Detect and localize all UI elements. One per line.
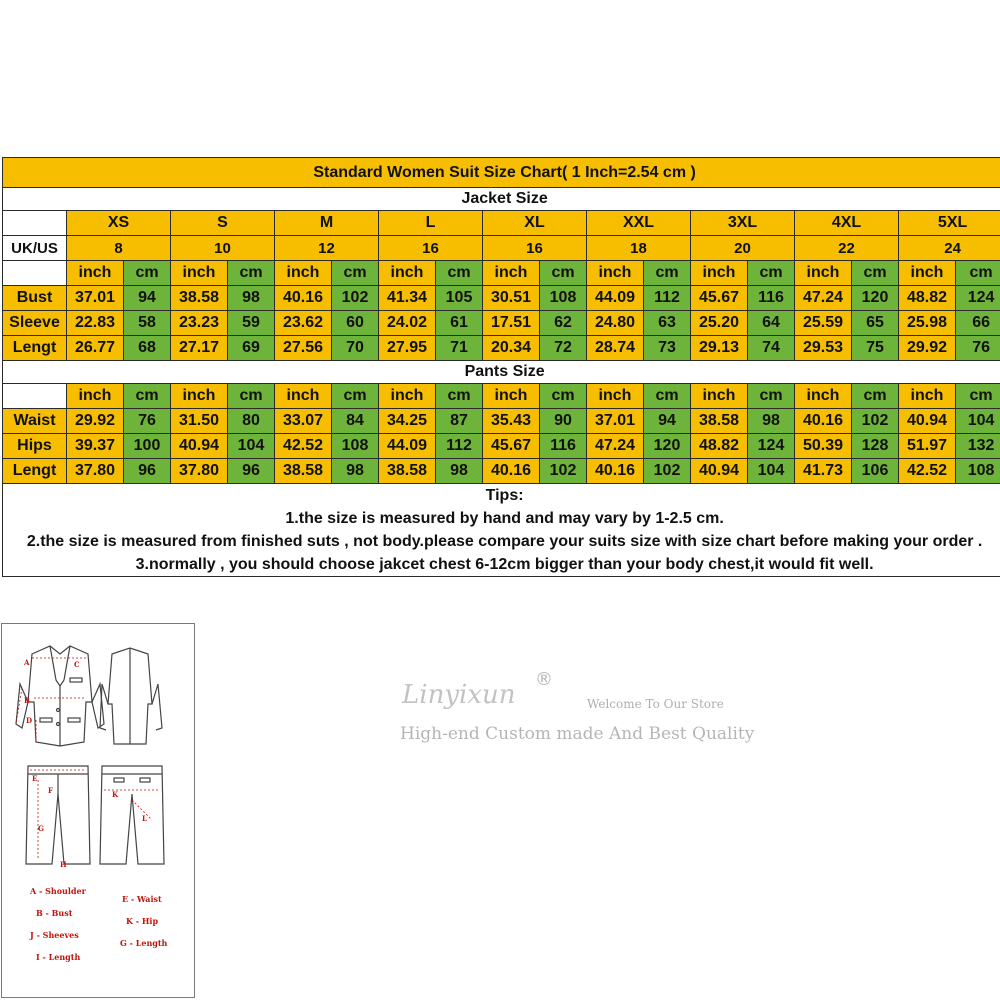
value-cell: 28.74 (587, 336, 644, 361)
tip-item: 1.the size is measured by hand and may vary by 1-2.5 cm. (285, 510, 724, 527)
unit-inch: inch (795, 261, 852, 286)
value-cell: 104 (228, 434, 275, 459)
value-cell: 120 (644, 434, 691, 459)
value-cell: 98 (332, 459, 379, 484)
value-cell: 90 (540, 409, 587, 434)
jacket_rows-row (3, 336, 1000, 361)
value-cell: 48.82 (691, 434, 748, 459)
value-cell: 50.39 (795, 434, 852, 459)
size-chart-table (2, 157, 1000, 577)
value-cell: 94 (644, 409, 691, 434)
value-cell: 27.17 (171, 336, 228, 361)
watermark-tagline: High-end Custom made And Best Quality (400, 724, 755, 744)
value-cell: 44.09 (379, 434, 436, 459)
unit-inch: inch (67, 261, 124, 286)
unit-inch: inch (691, 261, 748, 286)
value-cell: 30.51 (483, 286, 540, 311)
size-header: 5XL (899, 211, 1000, 236)
value-cell: 47.24 (795, 286, 852, 311)
unit-cm: cm (852, 261, 899, 286)
ukus-size: 20 (691, 236, 795, 261)
watermark-registered: ® (535, 669, 553, 690)
row-label: Waist (3, 409, 67, 434)
value-cell: 75 (852, 336, 899, 361)
value-cell: 66 (956, 311, 1000, 336)
ukus-size: 8 (67, 236, 171, 261)
value-cell: 72 (540, 336, 587, 361)
unit-inch: inch (483, 384, 540, 409)
value-cell: 96 (124, 459, 171, 484)
ukus-size: 18 (587, 236, 691, 261)
unit-cm: cm (852, 384, 899, 409)
value-cell: 116 (540, 434, 587, 459)
value-cell: 37.01 (587, 409, 644, 434)
value-cell: 45.67 (691, 286, 748, 311)
value-cell: 102 (644, 459, 691, 484)
pants-unit-corner (3, 384, 67, 409)
value-cell: 33.07 (275, 409, 332, 434)
unit-cm: cm (748, 384, 795, 409)
value-cell: 25.20 (691, 311, 748, 336)
value-cell: 62 (540, 311, 587, 336)
row-label: Lengt (3, 336, 67, 361)
row-label: Hips (3, 434, 67, 459)
chart-title: Standard Women Suit Size Chart( 1 Inch=2.54 cm ) (3, 158, 1000, 188)
value-cell: 124 (956, 286, 1000, 311)
value-cell: 27.56 (275, 336, 332, 361)
value-cell: 58 (124, 311, 171, 336)
unit-cm: cm (228, 261, 275, 286)
value-cell: 74 (748, 336, 795, 361)
pants-section-row (3, 361, 1000, 384)
pants-units-row (3, 384, 1000, 409)
diagram-letter: B (24, 696, 30, 705)
value-cell: 29.92 (67, 409, 124, 434)
tip-item: 2.the size is measured from finished suts , not body.please compare your suits size with size chart before making your order . (26, 533, 983, 550)
unit-inch: inch (899, 261, 956, 286)
watermark-welcome: Welcome To Our Store (587, 697, 724, 711)
unit-cm: cm (332, 261, 379, 286)
diagram-legend-item: J - Sheeves (30, 930, 79, 940)
diagram-legend-item: G - Length (120, 938, 168, 948)
value-cell: 31.50 (171, 409, 228, 434)
unit-inch: inch (587, 261, 644, 286)
value-cell: 40.94 (691, 459, 748, 484)
value-cell: 76 (124, 409, 171, 434)
unit-cm: cm (436, 384, 483, 409)
size-chart (2, 157, 998, 744)
value-cell: 40.94 (171, 434, 228, 459)
unit-inch: inch (899, 384, 956, 409)
value-cell: 24.02 (379, 311, 436, 336)
value-cell: 29.92 (899, 336, 956, 361)
unit-inch: inch (275, 261, 332, 286)
pants_rows-row (3, 459, 1000, 484)
value-cell: 40.16 (587, 459, 644, 484)
size-header: M (275, 211, 379, 236)
value-cell: 38.58 (691, 409, 748, 434)
pants_rows-row (3, 434, 1000, 459)
row-label: Lengt (3, 459, 67, 484)
unit-inch: inch (483, 261, 540, 286)
diagram-letter: E (32, 774, 38, 783)
jacket-unit-corner (3, 261, 67, 286)
value-cell: 98 (748, 409, 795, 434)
value-cell: 37.01 (67, 286, 124, 311)
unit-cm: cm (956, 384, 1000, 409)
size-header: XL (483, 211, 587, 236)
value-cell: 64 (748, 311, 795, 336)
value-cell: 47.24 (587, 434, 644, 459)
diagram-letter: D (26, 716, 33, 725)
value-cell: 108 (956, 459, 1000, 484)
value-cell: 40.16 (483, 459, 540, 484)
value-cell: 65 (852, 311, 899, 336)
value-cell: 29.53 (795, 336, 852, 361)
value-cell: 124 (748, 434, 795, 459)
value-cell: 71 (436, 336, 483, 361)
value-cell: 102 (540, 459, 587, 484)
unit-inch: inch (67, 384, 124, 409)
size-header: 3XL (691, 211, 795, 236)
row-label: Sleeve (3, 311, 67, 336)
value-cell: 51.97 (899, 434, 956, 459)
unit-cm: cm (644, 384, 691, 409)
value-cell: 60 (332, 311, 379, 336)
tip-item: 3.normally , you should choose jakcet chest 6-12cm bigger than your body chest,it would fit well. (135, 556, 874, 573)
ukus-size: 12 (275, 236, 379, 261)
value-cell: 45.67 (483, 434, 540, 459)
value-cell: 34.25 (379, 409, 436, 434)
value-cell: 120 (852, 286, 899, 311)
value-cell: 61 (436, 311, 483, 336)
unit-cm: cm (332, 384, 379, 409)
diagram-letter: F (48, 786, 53, 795)
unit-cm: cm (748, 261, 795, 286)
value-cell: 38.58 (171, 286, 228, 311)
value-cell: 20.34 (483, 336, 540, 361)
value-cell: 59 (228, 311, 275, 336)
value-cell: 41.73 (795, 459, 852, 484)
pants-size-heading: Pants Size (3, 361, 1000, 384)
value-cell: 112 (644, 286, 691, 311)
unit-inch: inch (171, 261, 228, 286)
unit-inch: inch (795, 384, 852, 409)
value-cell: 98 (436, 459, 483, 484)
value-cell: 102 (852, 409, 899, 434)
ukus-size: 10 (171, 236, 275, 261)
value-cell: 112 (436, 434, 483, 459)
value-cell: 128 (852, 434, 899, 459)
ukus-size: 16 (379, 236, 483, 261)
value-cell: 104 (956, 409, 1000, 434)
value-cell: 37.80 (67, 459, 124, 484)
value-cell: 132 (956, 434, 1000, 459)
value-cell: 22.83 (67, 311, 124, 336)
value-cell: 39.37 (67, 434, 124, 459)
value-cell: 108 (332, 434, 379, 459)
unit-cm: cm (540, 261, 587, 286)
ukus-size: 22 (795, 236, 899, 261)
value-cell: 100 (124, 434, 171, 459)
diagram-legend-item: A - Shoulder (30, 886, 86, 896)
tips-heading: Tips: (485, 487, 524, 504)
value-cell: 26.77 (67, 336, 124, 361)
unit-cm: cm (228, 384, 275, 409)
jacket-back-icon (100, 648, 162, 744)
diagram-letter: C (74, 660, 80, 669)
tips-block (3, 484, 1000, 577)
value-cell: 44.09 (587, 286, 644, 311)
size-header: XXL (587, 211, 691, 236)
value-cell: 25.98 (899, 311, 956, 336)
value-cell: 38.58 (379, 459, 436, 484)
value-cell: 106 (852, 459, 899, 484)
size-header: S (171, 211, 275, 236)
ukus-size: 24 (899, 236, 1000, 261)
diagram-letter: K (112, 790, 119, 799)
size-corner-cell (3, 211, 67, 236)
value-cell: 108 (540, 286, 587, 311)
unit-inch: inch (691, 384, 748, 409)
value-cell: 40.16 (795, 409, 852, 434)
watermark-brand: Linyixun (402, 680, 516, 710)
value-cell: 35.43 (483, 409, 540, 434)
value-cell: 69 (228, 336, 275, 361)
row-label: Bust (3, 286, 67, 311)
diagram-letter: A (24, 658, 30, 667)
jacket_rows-row (3, 286, 1000, 311)
diagram-letter: L (142, 814, 147, 823)
pants_rows-row (3, 409, 1000, 434)
value-cell: 29.13 (691, 336, 748, 361)
size-header: L (379, 211, 483, 236)
value-cell: 105 (436, 286, 483, 311)
jacket_rows-row (3, 311, 1000, 336)
unit-inch: inch (275, 384, 332, 409)
unit-cm: cm (124, 384, 171, 409)
value-cell: 48.82 (899, 286, 956, 311)
jacket-size-heading: Jacket Size (3, 188, 1000, 211)
value-cell: 41.34 (379, 286, 436, 311)
diagram-letter: G (38, 824, 44, 833)
value-cell: 42.52 (899, 459, 956, 484)
value-cell: 24.80 (587, 311, 644, 336)
value-cell: 25.59 (795, 311, 852, 336)
pants-back-icon (100, 766, 164, 864)
value-cell: 27.95 (379, 336, 436, 361)
diagram-legend-item: I - Length (36, 952, 81, 962)
size-header: 4XL (795, 211, 899, 236)
value-cell: 38.58 (275, 459, 332, 484)
value-cell: 23.62 (275, 311, 332, 336)
unit-cm: cm (644, 261, 691, 286)
diagram-legend-item: B - Bust (36, 908, 73, 918)
unit-inch: inch (379, 384, 436, 409)
diagram-letter: H (60, 860, 67, 869)
unit-inch: inch (587, 384, 644, 409)
value-cell: 104 (748, 459, 795, 484)
ukus-label: UK/US (3, 236, 67, 261)
value-cell: 40.16 (275, 286, 332, 311)
value-cell: 102 (332, 286, 379, 311)
value-cell: 76 (956, 336, 1000, 361)
unit-inch: inch (379, 261, 436, 286)
ukus-size: 16 (483, 236, 587, 261)
measurement-diagram (1, 623, 195, 998)
value-cell: 73 (644, 336, 691, 361)
value-cell: 87 (436, 409, 483, 434)
value-cell: 63 (644, 311, 691, 336)
value-cell: 116 (748, 286, 795, 311)
unit-cm: cm (124, 261, 171, 286)
size-header: XS (67, 211, 171, 236)
value-cell: 37.80 (171, 459, 228, 484)
value-cell: 23.23 (171, 311, 228, 336)
unit-cm: cm (436, 261, 483, 286)
unit-cm: cm (956, 261, 1000, 286)
diagram-legend-item: E - Waist (122, 894, 162, 904)
value-cell: 17.51 (483, 311, 540, 336)
value-cell: 94 (124, 286, 171, 311)
value-cell: 40.94 (899, 409, 956, 434)
value-cell: 98 (228, 286, 275, 311)
value-cell: 84 (332, 409, 379, 434)
value-cell: 80 (228, 409, 275, 434)
value-cell: 70 (332, 336, 379, 361)
unit-cm: cm (540, 384, 587, 409)
diagram-legend-item: K - Hip (126, 916, 159, 926)
tips-row (3, 484, 1000, 577)
value-cell: 96 (228, 459, 275, 484)
value-cell: 42.52 (275, 434, 332, 459)
unit-inch: inch (171, 384, 228, 409)
value-cell: 68 (124, 336, 171, 361)
